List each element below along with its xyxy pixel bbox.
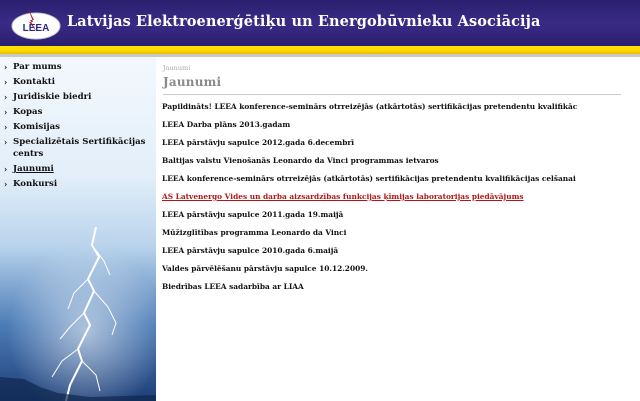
chevron-right-icon: ›	[4, 92, 8, 102]
news-item[interactable]: LEEA pārstāvju sapulce 2010.gada 6.maijā	[162, 246, 339, 255]
news-item[interactable]: LEEA Darba plāns 2013.gadam	[162, 120, 291, 129]
sidebar-item-juridiskie-biedri[interactable]	[0, 91, 156, 103]
breadcrumb[interactable]: Jaunumi	[163, 64, 191, 72]
sidebar-item-par-mums[interactable]	[0, 61, 156, 73]
logo-text: LEEA	[22, 23, 50, 34]
chevron-right-icon: ›	[4, 62, 8, 72]
sidebar-item-kopas[interactable]	[0, 106, 156, 118]
news-item-highlighted[interactable]: AS Latvenergo Vides un darba aizsardzības funkcijas ķīmijas laboratorijas piedāvājums	[162, 192, 524, 201]
site-header	[0, 0, 640, 46]
chevron-right-icon: ›	[4, 122, 8, 132]
chevron-right-icon: ›	[4, 179, 8, 189]
news-item[interactable]: Papildināts! LEEA konference-seminārs otrreizējās (atkārtotās) sertifikācijas pretendentu kvalifikāc	[162, 102, 578, 111]
site-title: Latvijas Elektroenerģētiķu un Energobūvnieku Asociācija	[67, 13, 541, 30]
sidebar-item-label[interactable]: Juridiskie biedri	[13, 92, 92, 102]
news-item[interactable]: Biedrības LEEA sadarbība ar LIAA	[162, 282, 304, 291]
news-item[interactable]: Mūžizglītības programma Leonardo da Vinci	[162, 228, 347, 237]
page-title: Jaunumi	[163, 75, 222, 89]
sidebar-item-kontakti[interactable]	[0, 76, 156, 88]
news-item[interactable]: LEEA pārstāvju sapulce 2011.gada 19.maijā	[162, 210, 344, 219]
chevron-right-icon: ›	[4, 107, 8, 117]
news-item[interactable]: Valdes pārvēlēšanu pārstāvju sapulce 10.12.2009.	[162, 264, 368, 273]
news-list	[162, 101, 632, 299]
title-divider	[163, 94, 621, 95]
news-item[interactable]: Baltijas valstu Vienošanās Leonardo da Vinci programmas ietvaros	[162, 156, 439, 165]
sidebar-item-jaunumi[interactable]	[0, 163, 156, 175]
news-item[interactable]: LEEA konference-seminārs otrreizējās (atkārtotās) sertifikācijas pretendentu kvalifikācijas celšanai	[162, 174, 576, 183]
main-content	[156, 57, 640, 401]
sidebar-item-label[interactable]: Jaunumi	[13, 164, 54, 174]
sidebar-item-komisijas[interactable]	[0, 121, 156, 133]
sidebar-nav	[0, 61, 156, 193]
lightning-illustration	[0, 227, 156, 401]
sidebar-item-label[interactable]: Kopas	[13, 107, 43, 117]
chevron-right-icon: ›	[4, 137, 8, 147]
sidebar-item-sertifikacijas-centrs[interactable]	[0, 136, 156, 160]
sidebar-item-label[interactable]: Par mums	[13, 62, 62, 72]
sidebar-item-label[interactable]: Konkursi	[13, 179, 58, 189]
sidebar-item-label[interactable]: Kontakti	[13, 77, 55, 87]
leea-logo[interactable]	[10, 6, 62, 42]
chevron-right-icon: ›	[4, 164, 8, 174]
sidebar-item-label[interactable]: Specializētais Sertifikācijas centrs	[13, 137, 146, 159]
chevron-right-icon: ›	[4, 77, 8, 87]
sidebar-item-konkursi[interactable]	[0, 178, 156, 190]
sidebar-item-label[interactable]: Komisijas	[13, 122, 60, 132]
news-item[interactable]: LEEA pārstāvju sapulce 2012.gada 6.decembrī	[162, 138, 355, 147]
sidebar	[0, 57, 156, 401]
header-accent-band	[0, 46, 640, 54]
